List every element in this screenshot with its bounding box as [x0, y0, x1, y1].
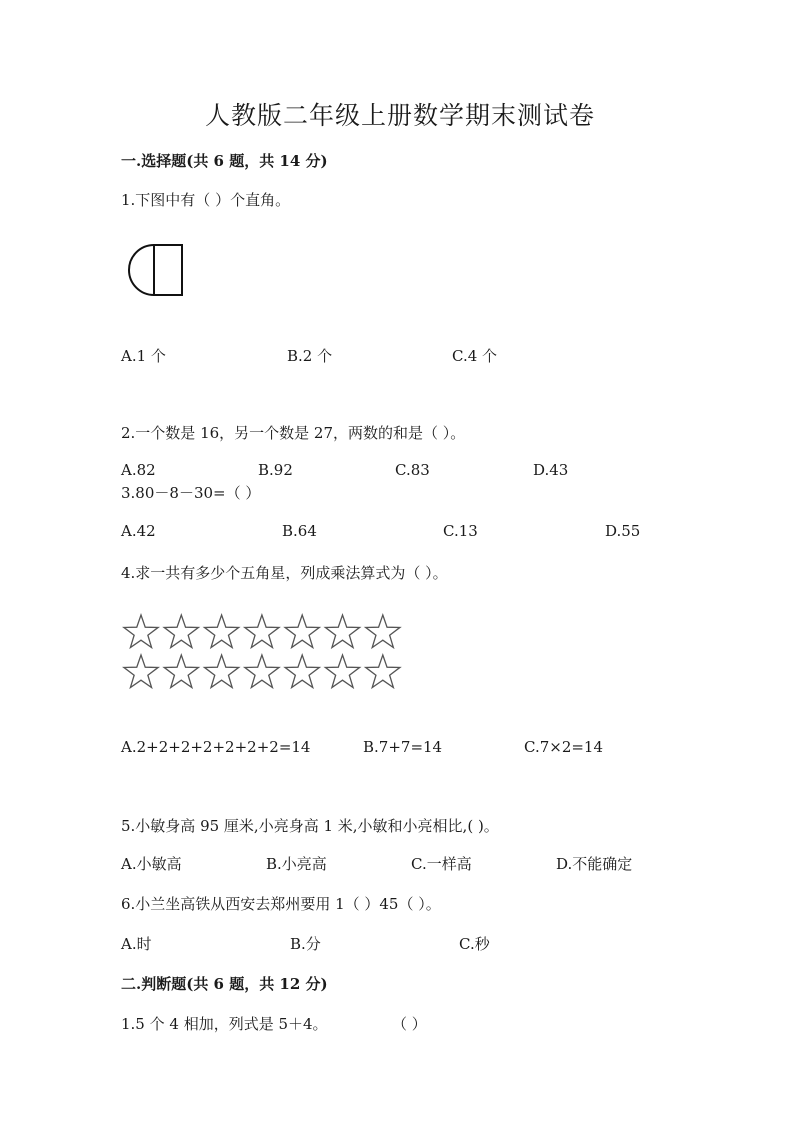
star-grid	[122, 614, 406, 692]
star-icon	[124, 615, 158, 648]
q3-option-a[interactable]: A.42	[121, 522, 156, 540]
star-icon	[124, 655, 158, 688]
q2-option-b[interactable]: B.92	[258, 461, 293, 479]
star-icon	[164, 655, 198, 688]
q4-option-b[interactable]: B.7+7=14	[363, 738, 443, 756]
q4-option-a[interactable]: A.2+2+2+2+2+2+2=14	[121, 738, 311, 756]
star-icon	[204, 655, 238, 688]
q2-option-a[interactable]: A.82	[121, 461, 156, 479]
star-icon	[245, 655, 279, 688]
q5-option-b[interactable]: B.小亮高	[266, 855, 327, 873]
q5-option-d[interactable]: D.不能确定	[556, 855, 633, 873]
page-title: 人教版二年级上册数学期末测试卷	[204, 101, 595, 130]
judgment-question-1: 1.5 个 4 相加，列式是 5＋4。	[121, 1015, 328, 1033]
q5-option-a[interactable]: A.小敏高	[121, 855, 182, 873]
q6-option-c[interactable]: C.秒	[459, 935, 490, 953]
q1-option-c[interactable]: C.4 个	[452, 347, 498, 365]
question-4: 4.求一共有多少个五角星，列成乘法算式为（ ）。	[121, 564, 448, 582]
q1-option-b[interactable]: B.2 个	[287, 347, 333, 365]
q2-option-c[interactable]: C.83	[395, 461, 430, 479]
star-icon	[204, 615, 238, 648]
judgment-answer-blank[interactable]: （ ）	[392, 1015, 427, 1033]
question-2: 2.一个数是 16，另一个数是 27，两数的和是（ ）。	[121, 424, 466, 442]
question-3: 3.80－8－30=（ ）	[121, 484, 261, 502]
section-heading-choice: 一.选择题(共 6 题，共 14 分)	[121, 152, 328, 170]
star-icon	[366, 615, 400, 648]
right-angle-figure	[124, 244, 184, 298]
q3-option-b[interactable]: B.64	[282, 522, 317, 540]
q6-option-a[interactable]: A.时	[121, 935, 152, 953]
q2-option-d[interactable]: D.43	[533, 461, 569, 479]
star-icon	[285, 655, 319, 688]
question-5: 5.小敏身高 95 厘米,小亮身高 1 米,小敏和小亮相比,( )。	[121, 817, 499, 835]
q6-option-b[interactable]: B.分	[290, 935, 321, 953]
star-icon	[245, 615, 279, 648]
q5-option-c[interactable]: C.一样高	[411, 855, 472, 873]
section-heading-judgment: 二.判断题(共 6 题，共 12 分)	[121, 975, 328, 993]
q4-option-c[interactable]: C.7×2=14	[524, 738, 604, 756]
star-icon	[366, 655, 400, 688]
question-1: 1.下图中有（ ）个直角。	[121, 191, 291, 209]
question-6: 6.小兰坐高铁从西安去郑州要用 1（ ）45（ ）。	[121, 895, 441, 913]
star-icon	[285, 615, 319, 648]
q3-option-d[interactable]: D.55	[605, 522, 641, 540]
star-icon	[164, 615, 198, 648]
q1-option-a[interactable]: A.1 个	[121, 347, 166, 365]
star-icon	[325, 655, 359, 688]
q3-option-c[interactable]: C.13	[443, 522, 478, 540]
star-icon	[325, 615, 359, 648]
